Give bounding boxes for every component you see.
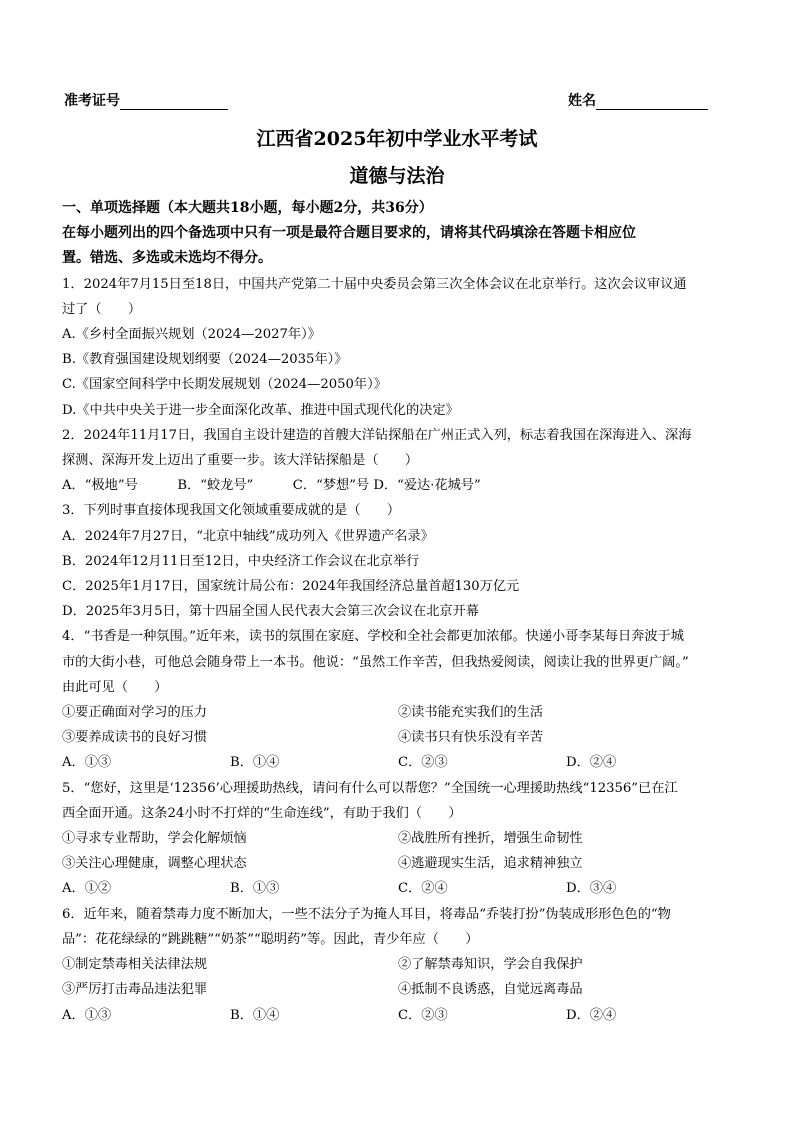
- name-label: 姓名: [568, 93, 596, 109]
- question-stem: 6．近年来，随着禁毒力度不断加大，一些不法分子为掩人耳目，将毒品“乔装打扮”伪装成形形色色的“物: [62, 906, 671, 922]
- option-c: C．②④: [398, 881, 448, 897]
- option-d: D．③④: [566, 881, 617, 897]
- question-2: [62, 423, 734, 499]
- question-stem: 由此可见（ ）: [62, 679, 168, 695]
- exam-id-blank[interactable]: [120, 95, 228, 110]
- option-b: B．①④: [230, 1007, 280, 1023]
- option-c: C．2025年1月17日，国家统计局公布：2024年我国经济总量首超130万亿元: [62, 579, 520, 595]
- name-blank[interactable]: [596, 95, 708, 110]
- question-stem: 2．2024年11月17日，我国自主设计建造的首艘大洋钻探船在广州正式入列，标志着我国在深海进入、深海: [62, 427, 692, 443]
- option-b: B.《教育强国建设规划纲要（2024—2035年）》: [62, 352, 348, 368]
- question-4: [62, 624, 734, 775]
- choice-row: [62, 851, 734, 876]
- question-stem: 3．下列时事直接体现我国文化领域重要成就的是（ ）: [62, 503, 401, 519]
- question-3: [62, 498, 734, 624]
- choice-4: ④逃避现实生活，追求精神独立: [398, 856, 583, 872]
- option-d: D.《中共中央关于进一步全面深化改革、推进中国式现代化的决定》: [62, 402, 459, 418]
- section-instruction: 在每小题列出的四个备选项中只有一项是最符合题目要求的，请将其代码填涂在答题卡相应位: [62, 225, 636, 242]
- option-d: D．②④: [566, 755, 617, 771]
- question-stem: 过了（ ）: [62, 301, 142, 317]
- choice-3: ③严厉打击毒品违法犯罪: [62, 982, 208, 998]
- section-instruction: 置。错选、多选或未选均不得分。: [62, 250, 272, 267]
- option-a: A.《乡村全面振兴规划（2024—2027年）》: [62, 327, 321, 343]
- exam-id-field: [64, 90, 228, 110]
- option-c: C．②③: [398, 1007, 448, 1023]
- choice-1: ①制定禁毒相关法律法规: [62, 957, 208, 973]
- question-5: [62, 776, 734, 902]
- question-section: [62, 196, 734, 1028]
- option-a: A．①②: [62, 881, 112, 897]
- choice-4: ④读书只有快乐没有辛苦: [398, 730, 544, 746]
- option-b: B．2024年12月11日至12日，中央经济工作会议在北京举行: [62, 553, 420, 569]
- section-heading: 一、单项选择题（本大题共18小题，每小题2分，共36分）: [62, 200, 433, 216]
- choice-2: ②战胜所有挫折，增强生命韧性: [398, 831, 583, 847]
- option-b: B．①③: [230, 881, 280, 897]
- choice-2: ②了解禁毒知识，学会自我保护: [398, 957, 583, 973]
- option-c: C．②③: [398, 755, 448, 771]
- option-d: D．②④: [566, 1007, 617, 1023]
- choice-row: [62, 700, 734, 725]
- question-stem: 5．“您好，这里是‘12356’心理援助热线，请问有什么可以帮您？”全国统一心理援助热线“12356”已在江: [62, 780, 678, 796]
- choice-row: [62, 725, 734, 750]
- question-stem: 市的大街小巷，可他总会随身带上一本书。他说：“虽然工作辛苦，但我热爱阅读，阅读让我的世界更广阔。”: [62, 654, 689, 670]
- choice-row: [62, 952, 734, 977]
- choice-2: ②读书能充实我们的生活: [398, 705, 544, 721]
- name-field: [568, 90, 708, 110]
- choice-4: ④抵制不良诱惑，自觉远离毒品: [398, 982, 583, 998]
- answer-row: [62, 876, 734, 901]
- question-stem: 1．2024年7月15日至18日，中国共产党第二十届中央委员会第三次全体会议在北京举行。这次会议审议通: [62, 276, 687, 292]
- question-stem: 品”：花花绿绿的“跳跳糖”“奶茶”“聪明药”等。因此，青少年应（ ）: [62, 931, 479, 947]
- question-stem: 西全面开通。这条24小时不打烊的“生命连线”，有助于我们（ ）: [62, 805, 462, 821]
- choice-row: [62, 977, 734, 1002]
- option-c: C.《国家空间科学中长期发展规划（2024—2050年）》: [62, 377, 387, 393]
- question-stem: 4．“书香是一种氛围。”近年来，读书的氛围在家庭、学校和全社会都更加浓郁。快递小哥李某每日奔波于城: [62, 629, 684, 645]
- question-1: [62, 272, 734, 423]
- exam-id-label: 准考证号: [64, 93, 120, 109]
- answer-row: [62, 1003, 734, 1028]
- choice-3: ③关注心理健康，调整心理状态: [62, 856, 247, 872]
- option-a: A．2024年7月27日，“北京中轴线”成功列入《世界遗产名录》: [62, 528, 434, 544]
- choice-1: ①要正确面对学习的压力: [62, 705, 208, 721]
- options-row: A．“极地”号 B．“蛟龙号” C．“梦想”号 D．“爱达·花城号”: [62, 478, 481, 494]
- choice-3: ③要养成读书的良好习惯: [62, 730, 208, 746]
- option-a: A．①③: [62, 1007, 112, 1023]
- question-6: [62, 902, 734, 1028]
- option-a: A．①③: [62, 755, 112, 771]
- option-b: B．①④: [230, 755, 280, 771]
- subject-title: 道德与法治: [349, 165, 445, 187]
- exam-title: 江西省2025年初中学业水平考试: [256, 128, 538, 150]
- question-stem: 探测、深海开发上迈出了重要一步。该大洋钻探船是（ ）: [62, 453, 419, 469]
- choice-1: ①寻求专业帮助，学会化解烦恼: [62, 831, 247, 847]
- option-d: D．2025年3月5日，第十四届全国人民代表大会第三次会议在北京开幕: [62, 604, 479, 620]
- answer-row: [62, 750, 734, 775]
- choice-row: [62, 826, 734, 851]
